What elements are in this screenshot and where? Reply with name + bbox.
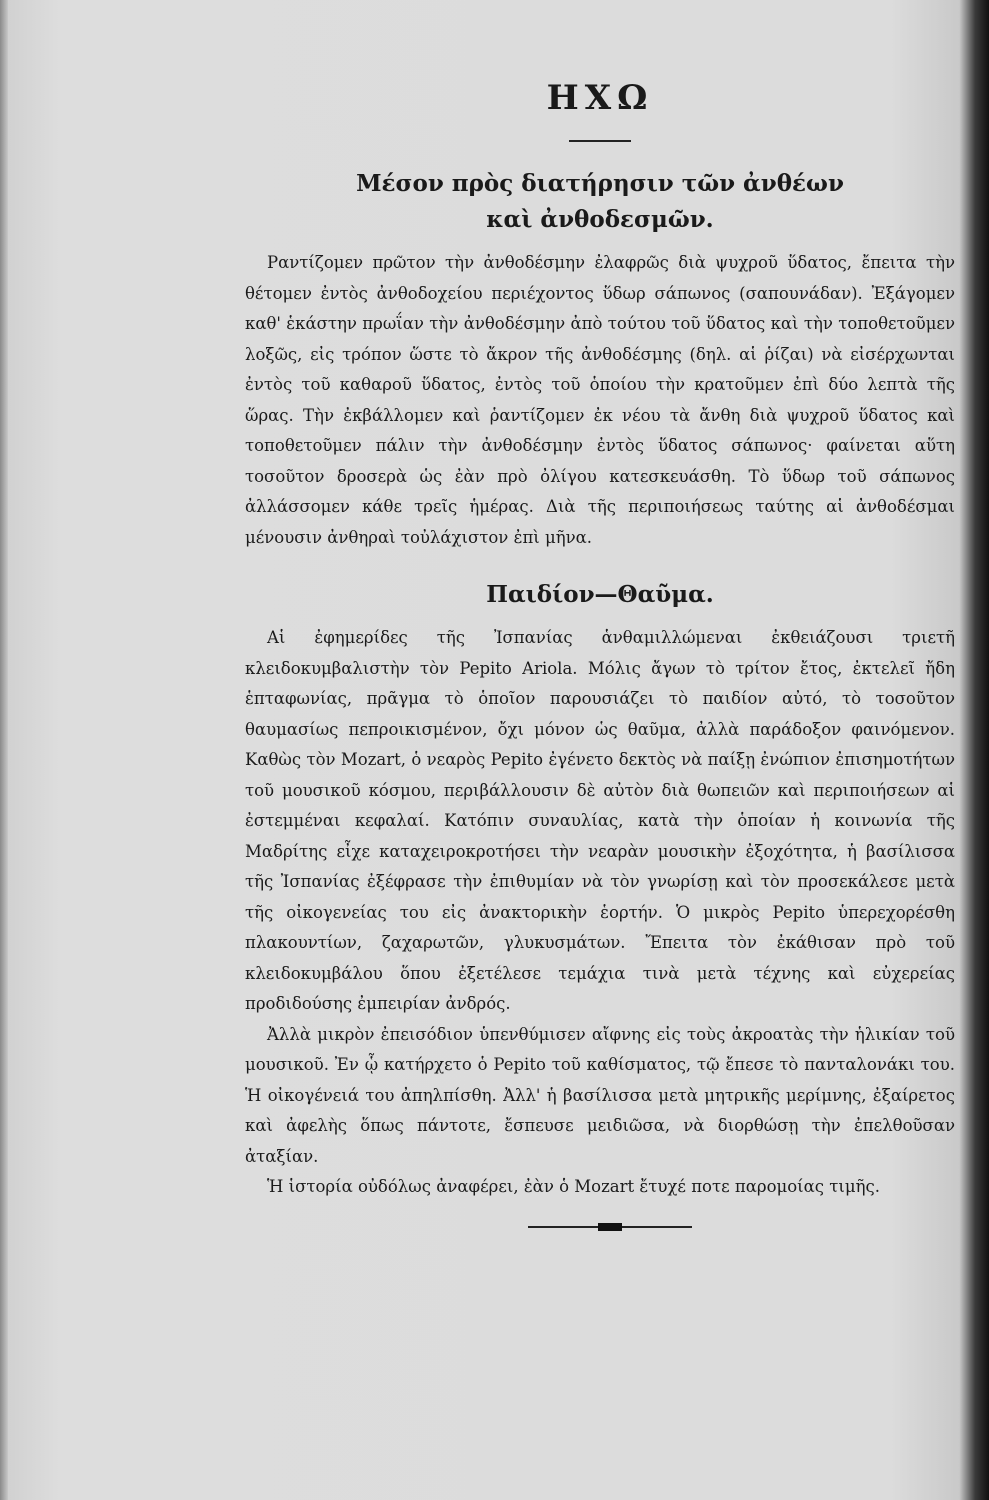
paragraph-prodigy-3: Ἡ ἱστορία οὐδόλως ἀναφέρει, ἐὰν ὁ Mozart ἔτυχέ ποτε παρομοίας τιμῆς. <box>267 1177 880 1196</box>
ornament-line-left <box>528 1226 598 1228</box>
paragraph-prodigy-2: Ἀλλὰ μικρὸν ἐπεισόδιον ὑπενθύμισεν αἴφνης εἰς τοὺς ἀκροατὰς τὴν ἡλικίαν τοῦ μουσικοῦ. Ἐν ᾧ κατήρχετο ὁ Pepito τοῦ καθίσματος, τῷ ἔπεσε τὸ πανταλονάκι του. Ἡ οἰκογένειά του ἀπηλπίσθη. Ἀλλ' ἡ βασίλισσα μετὰ μητρικῆς μερίμνης, ἐξαίρετος καὶ ἀφελὴς ὅπως πάντοτε, ἔσπευσε μειδιῶσα, νὰ διορθώσῃ τὴν ἐπελθοῦσαν ἀταξίαν. <box>245 1024 955 1166</box>
section-heading-flowers <box>245 166 955 238</box>
masthead-rule <box>569 140 631 142</box>
heading-line-2: καὶ ἀνθοδεσμῶν. <box>486 206 714 233</box>
paragraph-flowers: Ραντίζομεν πρῶτον τὴν ἀνθοδέσμην ἐλαφρῶς διὰ ψυχροῦ ὕδατος, ἔπειτα τὴν θέτομεν ἐντὸς ἀνθοδοχείου περιέχοντος ὕδωρ σάπωνος (σαπουνάδαν). Ἐξάγομεν καθ' ἑκάστην πρωΐαν τὴν ἀνθοδέσμην ἀπὸ τούτου τοῦ ὕδατος καὶ τὴν τοποθετοῦμεν λοξῶς, εἰς τρόπον ὥστε τὸ ἄκρον τῆς ἀνθοδέσμης (δηλ. αἱ ῥίζαι) νὰ εἰσέρχωνται ἐντὸς τοῦ καθαροῦ ὕδατος, ἐντὸς τοῦ ὁποίου τὴν κρατοῦμεν ἐπὶ δύο λεπτὰ τῆς ὥρας. Τὴν ἐκβάλλομεν καὶ ῥαντίζομεν ἐκ νέου τὰ ἄνθη διὰ ψυχροῦ ὕδατος καὶ τοποθετοῦμεν πάλιν τὴν ἀνθοδέσμην ἐντὸς ὕδατος σάπωνος· φαίνεται αὕτη τοσοῦτον δροσερὰ ὡς ἐὰν πρὸ ὀλίγου κατεσκευάσθη. Τὸ ὕδωρ τοῦ σάπωνος ἀλλάσσομεν κάθε τρεῖς ἡμέρας. Διὰ τῆς περιποιήσεως ταύτης αἱ ἀνθοδέσμαι μένουσιν ἀνθηραὶ τοὐλάχιστον ἐπὶ μῆνα. <box>245 253 955 547</box>
heading-line-1: Μέσον πρὸς διατήρησιν τῶν ἀνθέων <box>356 170 844 197</box>
end-ornament <box>265 1223 955 1231</box>
heading-line-1: Παιδίον—Θαῦμα. <box>486 581 714 608</box>
text-column <box>245 70 955 1231</box>
paragraph-prodigy-1: Αἱ ἐφημερίδες τῆς Ἰσπανίας ἁνθαμιλλώμεναι ἐκθειάζουσι τριετῆ κλειδοκυμβαλιστὴν τὸν Pepito Ariola. Μόλις ἄγων τὸ τρίτον ἔτος, ἐκτελεῖ ἤδη ἑπταφωνίας, πρᾶγμα τὸ ὁποῖον παρουσιάζει τὸ παιδίον αὐτό, τὸ τοσοῦτον θαυμασίως πεπροικισμένον, ὄχι μόνον ὡς θαῦμα, ἀλλὰ παράδοξον φαινόμενον. Καθὼς τὸν Mozart, ὁ νεαρὸς Pepito ἐγένετο δεκτὸς νὰ παίξῃ ἐνώπιον ἐπισημοτήτων τοῦ μουσικοῦ κόσμου, περιβάλλουσιν δὲ αὐτὸν διὰ θωπειῶν καὶ περιποιήσεων αἱ ἐστεμμέναι κεφαλαί. Κατόπιν συναυλίας, κατὰ τὴν ὁποίαν ἡ κοινωνία τῆς Μαδρίτης εἶχε καταχειροκροτήσει τὴν νεαρὰν μουσικὴν ἐξοχότητα, ἡ βασίλισσα τῆς Ἰσπανίας ἐξέφρασε τὴν ἐπιθυμίαν νὰ τὸν γνωρίσῃ καὶ τὸν προσεκάλεσε μετὰ τῆς οἰκογενείας του εἰς ἀνακτορικὴν ἑορτήν. Ὁ μικρὸς Pepito ὑπερεχορέσθη πλακουντίων, ζαχαρωτῶν, γλυκυσμάτων. Ἔπειτα τὸν ἐκάθισαν πρὸ τοῦ κλειδοκυμβάλου ὅπου ἐξετέλεσε τεμάχια τινὰ μετὰ τέχνης καὶ εὐχερείας προδιδούσης ἐμπειρίαν ἀνδρός. <box>245 628 955 1013</box>
ornament-line-right <box>622 1226 692 1228</box>
masthead-title: ΗΧΩ <box>546 78 654 118</box>
ornament-center-bar <box>598 1223 622 1231</box>
page-edge-shadow <box>0 0 8 1500</box>
section-heading-prodigy <box>245 577 955 613</box>
